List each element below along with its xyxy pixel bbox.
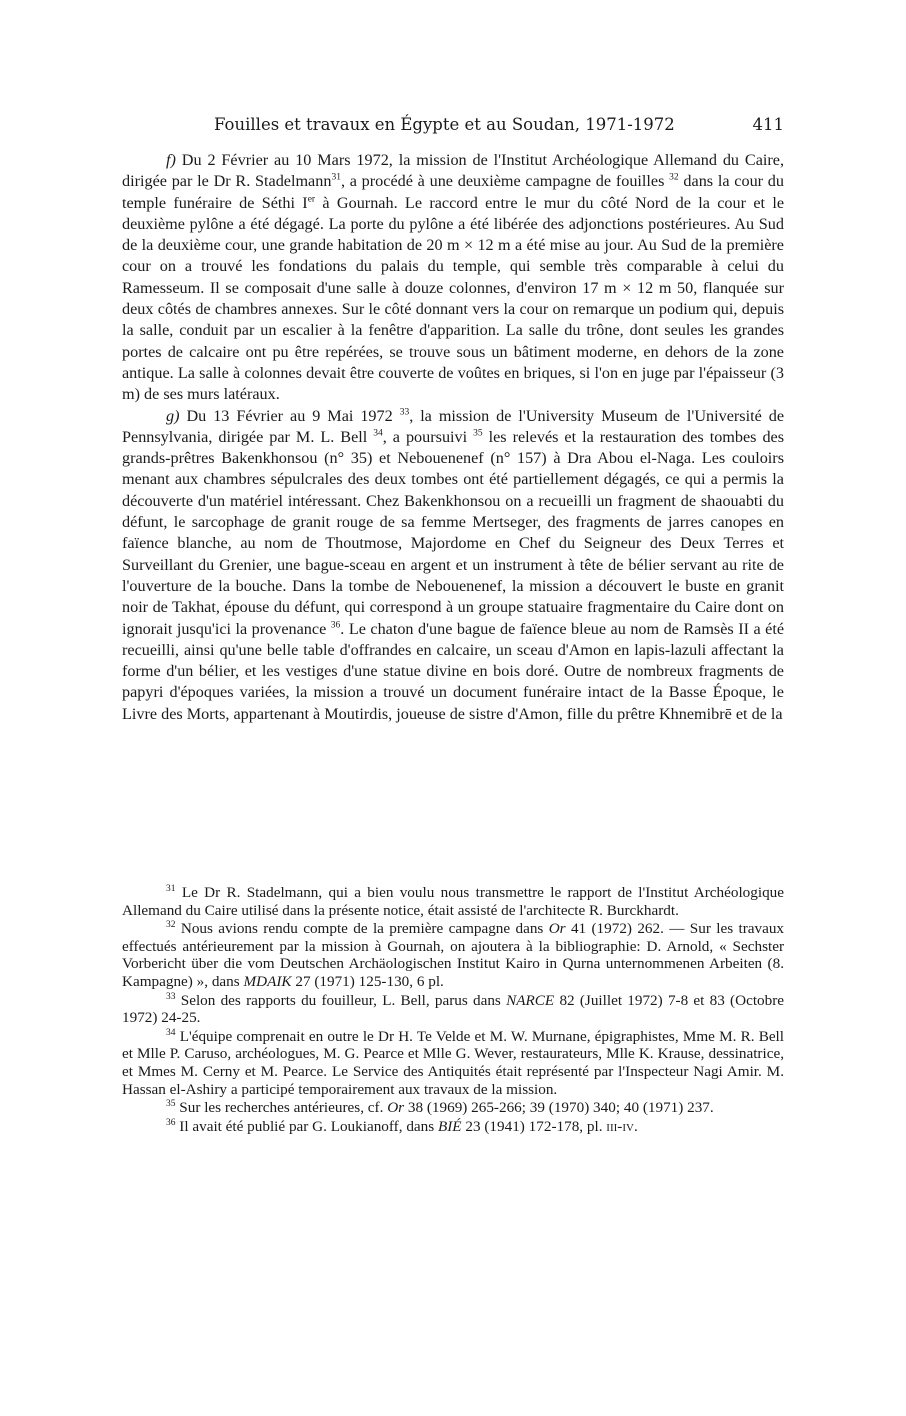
footnote-text: Le Dr R. Stadelmann, qui a bien voulu nous transmettre le rapport de l'Institut Archéologique Allemand du Caire utilisé dans la présente notice, était assisté de l'architecte R. Burckhardt.: [122, 884, 785, 919]
footnote-text: Sur les recherches antérieures, cf.: [179, 1099, 384, 1117]
text: , a poursuivi: [382, 427, 468, 446]
text: à Gournah. Le raccord entre le mur du côté Nord de la cour et le deuxième pylône a été dégagé. La porte du pylône a été libérée des adjonctions postérieures. Au Sud de la deuxième cour, une grande habitation de 20 m × 12 m a été mise au jour. Au Sud de la première cour on a trouvé les fondations du palais du temple, qui semble très comparable à celui du Ramesseum. Il se composait d'une salle à douze colonnes, d'environ 17 m × 12 m 50, flanquée sur deux côtés de chambres annexes. Sur le côté donnant vers la cour on remarque un podium qui, depuis la salle, conduit par un escalier à la fenêtre d'apparition. La salle du trône, dont seules les grandes portes de calcaire ont pu être repérées, se trouve sous un bâtiment moderne, en dehors de la zone antique. La salle à colonnes devait être couverte de voûtes en briques, si l'on en juge par l'épaisseur (3 m) de ses murs latéraux.: [122, 193, 785, 404]
paragraph-g: [122, 406, 784, 725]
footnote-text: Il avait été publié par G. Loukianoff, dans: [179, 1117, 435, 1135]
footnote-text: .: [633, 1117, 638, 1135]
footnote-ref: 34: [373, 428, 383, 439]
footnote-ref: 35: [473, 428, 483, 439]
footnote-text: 23 (1941) 172-178, pl.: [465, 1117, 603, 1135]
page-number: 411: [752, 115, 784, 134]
text: les relevés et la restauration des tombes des grands-prêtres Bakenkhonsou (n° 35) et Nebouenenef (n° 157) à Dra Abou el-Naga. Les couloirs menant aux chambres sépulcrales des deux tombes ont été partiellement dégagés, ce qui a permis la découverte d'un matériel intéressant. Chez Bakenkhonsou on a recueilli un fragment de shaouabti du défunt, le sarcophage de granit rouge de sa femme Mertseger, des fragments de jarres canopes en faïence blanche, au nom de Thoutmose, Majordome en Chef du Seigneur des Deux Terres et Surveillant du Grenier, une bague-sceau en argent et un instrument à tête de bélier servant au rite de l'ouverture de la bouche. Dans la tombe de Nebouenenef, la mission a découvert le buste en granit noir de Takhat, épouse du défunt, qui correspond à un groupe statuaire fragmentaire du Caire dont on ignorait jusqu'ici la provenance: [122, 427, 785, 638]
footnote-32: [122, 920, 784, 990]
footnote-number: 32: [166, 920, 176, 931]
footnote-35: [122, 1099, 784, 1117]
footnote-text: 27 (1971) 125-130, 6 pl.: [295, 972, 444, 990]
footnote-number: 31: [166, 883, 176, 894]
footnote-31: [122, 884, 784, 919]
paragraph-letter: g): [166, 406, 180, 425]
journal-abbrev: Or: [548, 920, 566, 938]
journal-abbrev: Or: [387, 1099, 405, 1117]
text: Du 13 Février au 9 Mai 1972: [186, 406, 393, 425]
footnote-ref: 31: [331, 172, 341, 183]
footnote-ref: 36: [330, 620, 341, 631]
paragraph-f: [122, 150, 784, 406]
footnote-36: [122, 1118, 784, 1136]
footnote-number: 36: [166, 1117, 176, 1128]
text: dans la cour du temple funéraire de Séthi I: [122, 172, 784, 212]
running-title: Fouilles et travaux en Égypte et au Soudan, 1971-1972: [214, 115, 675, 134]
journal-abbrev: NARCE: [506, 991, 555, 1009]
footnote-text: 82 (Juillet 1972) 7-8 et 83 (Octobre 1972) 24-25.: [122, 991, 785, 1027]
footnote-number: 34: [166, 1027, 176, 1038]
journal-abbrev: MDAIK: [243, 972, 292, 990]
footnote-ref: 32: [669, 172, 679, 183]
paragraph-letter: f): [166, 151, 176, 169]
footnote-text: Selon des rapports du fouilleur, L. Bell, parus dans: [180, 991, 501, 1009]
footnote-text: L'équipe comprenait en outre le Dr H. Te Velde et M. W. Murnane, épigraphistes, Mme M. R. Bell et Mlle P. Caruso, archéologues, M. G. Pearce et Mlle G. Wever, restaurateurs, Mlle K. Krause, dessinatrice, et Mmes M. Cerny et M. Pearce. Le Service des Antiquités était représenté par l'Inspecteur Nagi Amir. M. Hassan el-Ashiry a participé temporairement aux travaux de la mission.: [122, 1027, 784, 1098]
text: , la mission de l'University Museum de l'Université de Pennsylvania, dirigée par M. L. Bell: [122, 406, 785, 446]
footnote-34: [122, 1028, 784, 1098]
footnote-text: 41 (1972) 262. — Sur les travaux effectués antérieurement par la mission à Gournah, on ajoutera à la bibliographie: D. Arnold, « Sechster Vorbericht über die vom Deutschen Archäologischen Institut Kairo in Qurna unternommenen Arbeiten (8. Kampagne) », dans: [122, 920, 785, 990]
footnotes: [122, 884, 784, 1136]
footnote-33: [122, 992, 784, 1027]
superscript: er: [307, 194, 316, 205]
text: . Le chaton d'une bague de faïence bleue au nom de Ramsès II a été recueilli, ainsi qu'une belle table d'offrandes en calcaire, un sceau d'Amon en lapis-lazuli affectant la forme d'un bélier, et les vestiges d'une statue divine en bois doré. Outre de nombreux fragments de papyri d'époques variées, la mission a trouvé un document funéraire intact de la Basse Époque, le Livre des Morts, appartenant à Moutirdis, joueuse de sistre d'Amon, fille du prêtre Khnemibrē et de la: [122, 619, 785, 723]
footnote-text: 38 (1969) 265-266; 39 (1970) 340; 40 (1971) 237.: [407, 1099, 714, 1117]
text: Du 2 Février au 10 Mars 1972, la mission de l'Institut Archéologique Allemand du Caire, dirigée par le Dr R. Stadelmann: [122, 151, 785, 191]
footnote-number: 35: [166, 1099, 176, 1110]
footnote-text: Nous avions rendu compte de la première campagne dans: [180, 920, 544, 938]
main-text: [122, 150, 784, 725]
plate-numbers: iii-iv: [606, 1117, 634, 1135]
text: , a procédé à une deuxième campagne de fouilles: [340, 172, 665, 191]
journal-abbrev: BIÉ: [437, 1117, 462, 1135]
footnote-ref: 33: [399, 407, 410, 418]
footnote-number: 33: [166, 991, 176, 1002]
